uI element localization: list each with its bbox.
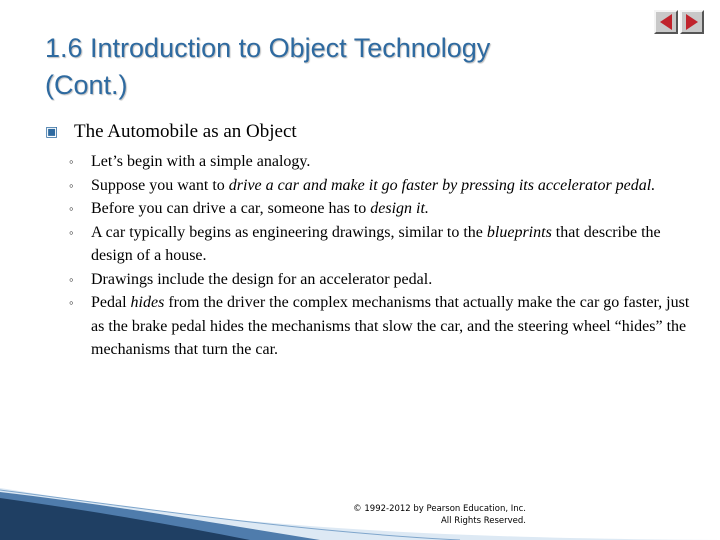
- previous-slide-button[interactable]: [654, 10, 678, 34]
- bullet-text: Let’s begin with a simple analogy.: [91, 153, 311, 170]
- bullet-text: Drawings include the design for an accelerator pedal.: [91, 270, 433, 288]
- bullet-heading: The Automobile as an Object: [74, 121, 297, 142]
- slide-navigation: [654, 10, 704, 34]
- bullet-text: Suppose you want to: [91, 176, 229, 194]
- slide-body: [45, 118, 695, 362]
- slide-title: [45, 30, 645, 104]
- copyright-footer: [300, 503, 526, 527]
- italic-text: hides: [130, 294, 165, 311]
- italic-text: blueprints: [486, 223, 552, 241]
- level1-bullet-item: [45, 118, 695, 146]
- circle-bullet-icon: ◦: [69, 201, 74, 216]
- bullet-text: Before you can drive a car, someone has to: [91, 200, 371, 217]
- circle-bullet-icon: ◦: [69, 271, 74, 287]
- bullet-text: from the driver the complex mechanisms that actually make the car go faster, just as the brake pedal hides the mechanisms that slow the car, and the steering wheel “hides” the mechanisms that turn the car.: [91, 294, 690, 358]
- triangle-right-icon: [686, 14, 698, 30]
- bullet-text: that describe the design of a house.: [91, 223, 661, 264]
- sub-bullet-item: [45, 291, 695, 362]
- sub-bullet-item: [45, 197, 695, 221]
- circle-bullet-icon: ◦: [69, 177, 74, 193]
- slide-title-line2: (Cont.): [45, 70, 128, 100]
- rights-line: All Rights Reserved.: [440, 516, 526, 526]
- next-slide-button[interactable]: [680, 10, 704, 34]
- sub-bullet-item: [45, 268, 695, 292]
- copyright-line: © 1992-2012 by Pearson Education, Inc.: [353, 504, 526, 514]
- sub-bullet-item: [45, 174, 695, 198]
- bullet-text: Pedal: [91, 294, 131, 311]
- circle-bullet-icon: ◦: [69, 295, 74, 310]
- sub-bullet-list: [45, 150, 695, 362]
- slide-title-line1: 1.6 Introduction to Object Technology: [45, 33, 491, 63]
- circle-bullet-icon: ◦: [69, 224, 74, 240]
- italic-text: design it.: [370, 200, 429, 217]
- circle-bullet-icon: ◦: [69, 154, 74, 169]
- bullet-text: A car typically begins as engineering drawings, similar to the: [91, 223, 487, 241]
- triangle-left-icon: [660, 14, 672, 30]
- sub-bullet-item: [45, 221, 695, 268]
- sub-bullet-item: [45, 150, 695, 174]
- italic-text: drive a car and make it go faster by pressing its accelerator pedal.: [228, 176, 656, 194]
- bullet-square-icon: ▣: [45, 125, 59, 140]
